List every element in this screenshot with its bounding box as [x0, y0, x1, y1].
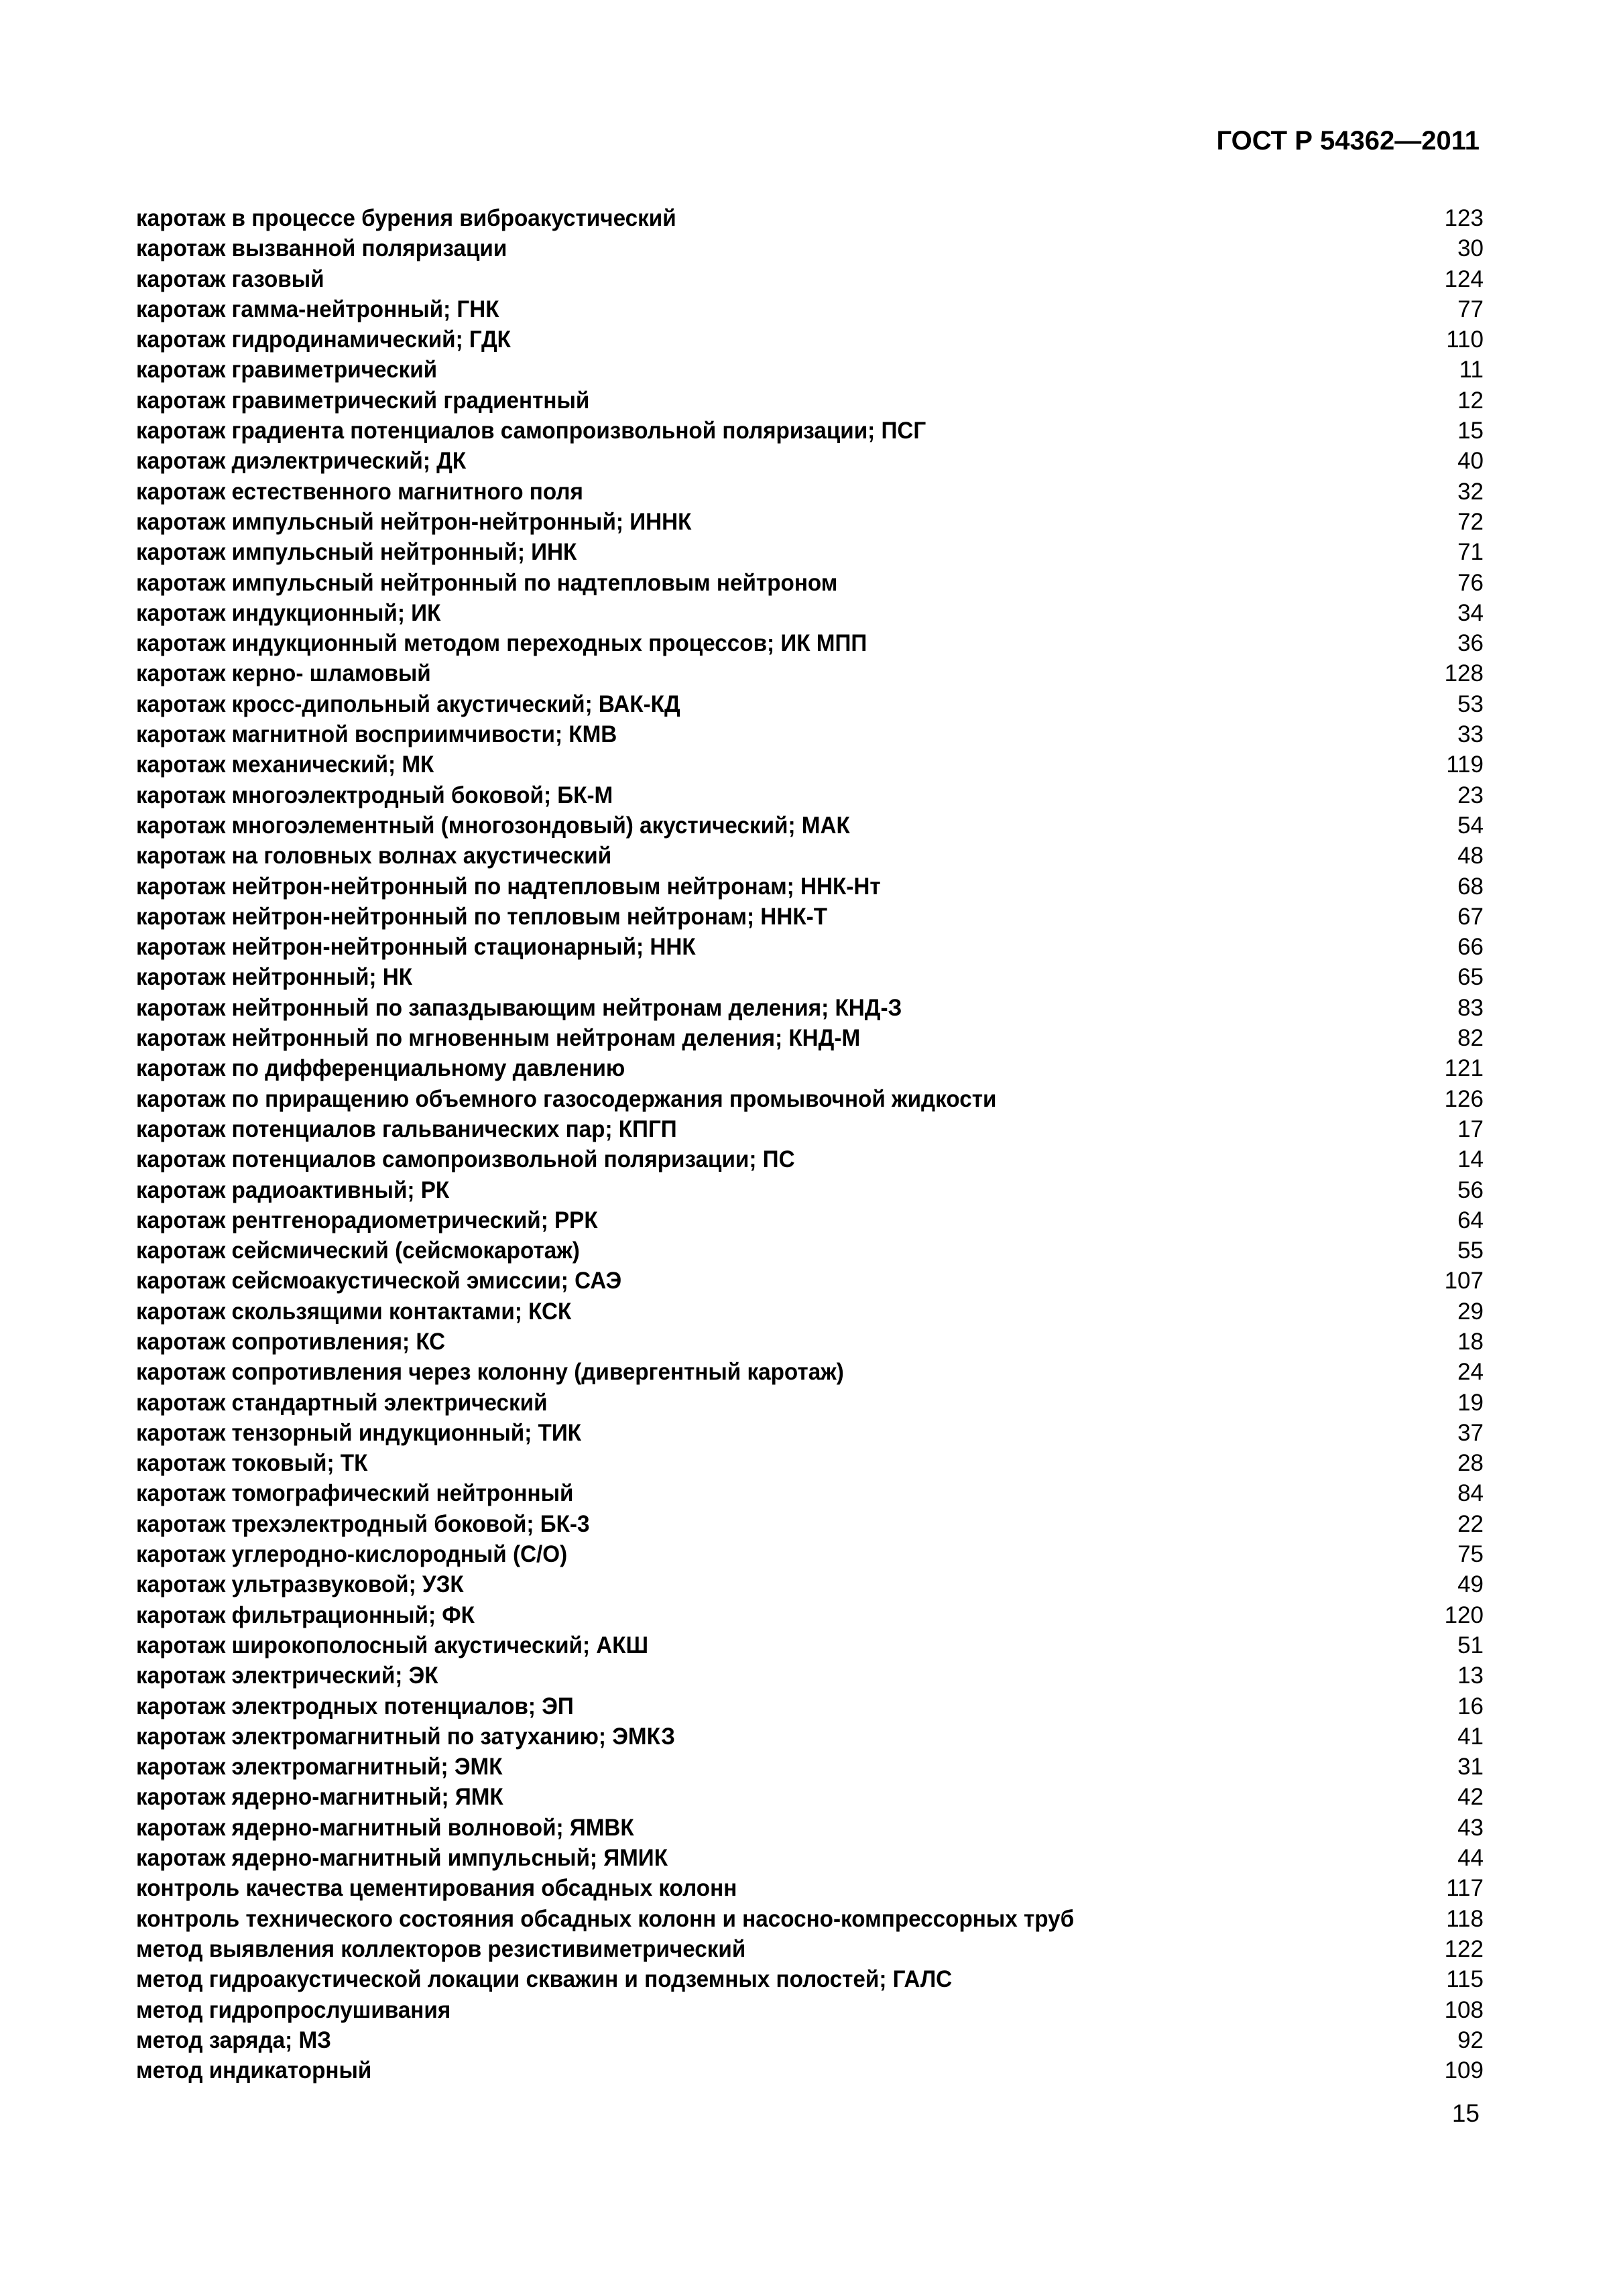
- index-entry: [136, 355, 1484, 385]
- index-term: каротаж потенциалов гальванических пар; КПГП: [136, 1115, 677, 1142]
- index-term-number: 123: [1444, 205, 1484, 231]
- index-entry: [136, 719, 1484, 749]
- index-entry: [136, 932, 1484, 962]
- index-term-number: 43: [1457, 1814, 1484, 1841]
- index-term: каротаж углеродно-кислородный (С/О): [136, 1541, 568, 1568]
- index-term: каротаж нейтрон-нейтронный стационарный; ННК: [136, 934, 696, 961]
- index-entry: [136, 233, 1484, 263]
- index-term: каротаж импульсный нейтронный по надтепловым нейтроном: [136, 569, 838, 596]
- index-entry: [136, 1995, 1484, 2025]
- index-term-number: 16: [1457, 1693, 1484, 1719]
- index-entry: [136, 780, 1484, 810]
- index-term: каротаж токовый; ТК: [136, 1450, 368, 1477]
- index-entry: [136, 841, 1484, 871]
- index-term-number: 53: [1457, 690, 1484, 717]
- index-term: каротаж электродных потенциалов; ЭП: [136, 1693, 574, 1719]
- index-term-number: 24: [1457, 1359, 1484, 1386]
- index-term-number: 31: [1457, 1754, 1484, 1780]
- index-term-number: 71: [1457, 539, 1484, 566]
- index-term: каротаж ультразвуковой; УЗК: [136, 1571, 464, 1598]
- index-term-number: 68: [1457, 873, 1484, 900]
- index-term-number: 33: [1457, 721, 1484, 748]
- index-entry: [136, 598, 1484, 628]
- index-term: каротаж ядерно-магнитный волновой; ЯМВК: [136, 1814, 634, 1841]
- index-term: каротаж газовый: [136, 265, 324, 292]
- index-entry: [136, 1752, 1484, 1782]
- index-term-number: 14: [1457, 1146, 1484, 1173]
- index-entry: [136, 658, 1484, 688]
- index-term: каротаж магнитной восприимчивости; КМВ: [136, 721, 617, 748]
- index-entry: [136, 203, 1484, 233]
- index-entry: [136, 1691, 1484, 1721]
- index-term-number: 108: [1444, 1996, 1484, 2023]
- index-term-number: 18: [1457, 1328, 1484, 1355]
- index-term-number: 75: [1457, 1541, 1484, 1568]
- index-term: метод выявления коллекторов резистивиметрический: [136, 1935, 746, 1962]
- index-term-number: 49: [1457, 1571, 1484, 1598]
- index-entry: [136, 264, 1484, 294]
- index-term: каротаж нейтрон-нейтронный по надтепловым нейтронам; ННК-Нт: [136, 873, 881, 900]
- index-term: каротаж радиоактивный; РК: [136, 1176, 450, 1203]
- index-term-number: 36: [1457, 630, 1484, 657]
- index-term-number: 55: [1457, 1237, 1484, 1264]
- index-term-number: 28: [1457, 1450, 1484, 1477]
- index-entry: [136, 385, 1484, 416]
- index-term-number: 13: [1457, 1663, 1484, 1689]
- index-term-number: 118: [1446, 1905, 1484, 1932]
- index-term-number: 40: [1457, 448, 1484, 475]
- index-term: каротаж тензорный индукционный; ТИК: [136, 1419, 582, 1446]
- index-term-number: 115: [1446, 1966, 1484, 1993]
- index-term-number: 122: [1444, 1935, 1484, 1962]
- index-term: каротаж импульсный нейтронный; ИНК: [136, 539, 577, 566]
- index-entry: [136, 294, 1484, 324]
- index-entry: [136, 1448, 1484, 1478]
- index-entry: [136, 1843, 1484, 1873]
- index-term: метод заряда; МЗ: [136, 2027, 332, 2053]
- index-term: каротаж кросс-дипольный акустический; ВАК-КД: [136, 690, 680, 717]
- index-entry: [136, 1235, 1484, 1266]
- index-term-number: 42: [1457, 1784, 1484, 1811]
- index-term-number: 15: [1457, 418, 1484, 444]
- index-entry: [136, 1813, 1484, 1843]
- index-entry: [136, 993, 1484, 1023]
- index-entry: [136, 1023, 1484, 1053]
- index-term: каротаж импульсный нейтрон-нейтронный; ИННК: [136, 508, 692, 535]
- index-entry: [136, 749, 1484, 780]
- index-term-number: 64: [1457, 1207, 1484, 1233]
- index-term-number: 65: [1457, 964, 1484, 991]
- index-entry: [136, 1721, 1484, 1752]
- index-term: каротаж диэлектрический; ДК: [136, 448, 467, 475]
- index-term: каротаж вызванной поляризации: [136, 235, 507, 262]
- index-term: каротаж нейтрон-нейтронный по тепловым нейтронам; ННК-Т: [136, 903, 828, 930]
- index-term: каротаж скользящими контактами; КСК: [136, 1298, 572, 1325]
- page-number: 15: [1451, 2100, 1480, 2127]
- index-term-number: 121: [1444, 1055, 1484, 1082]
- index-entry: [136, 1084, 1484, 1114]
- index-term-number: 12: [1457, 387, 1484, 414]
- index-entry: [136, 1418, 1484, 1448]
- index-entry: [136, 962, 1484, 992]
- document-code: ГОСТ Р 54362—2011: [1216, 126, 1480, 156]
- index-term-number: 67: [1457, 903, 1484, 930]
- index-term-number: 128: [1444, 660, 1484, 687]
- index-term-number: 41: [1457, 1723, 1484, 1750]
- index-entry: [136, 324, 1484, 355]
- index-entry: [136, 689, 1484, 719]
- index-entry: [136, 1478, 1484, 1508]
- index-entry: [136, 1904, 1484, 1934]
- index-term: каротаж ядерно-магнитный; ЯМК: [136, 1784, 503, 1811]
- index-term-number: 92: [1457, 2027, 1484, 2053]
- index-term-number: 84: [1457, 1480, 1484, 1507]
- index-term-number: 48: [1457, 843, 1484, 869]
- index-term: каротаж в процессе бурения виброакустический: [136, 205, 676, 231]
- index-entry: [136, 507, 1484, 537]
- index-entry: [136, 1327, 1484, 1357]
- index-term: каротаж электромагнитный по затуханию; ЭМКЗ: [136, 1723, 675, 1750]
- index-term-number: 32: [1457, 478, 1484, 505]
- index-term: каротаж по приращению объемного газосодержания промывочной жидкости: [136, 1085, 997, 1112]
- index-term: каротаж индукционный методом переходных процессов; ИК МПП: [136, 630, 867, 657]
- index-term: каротаж сейсмический (сейсмокаротаж): [136, 1237, 580, 1264]
- index-entry: [136, 537, 1484, 567]
- index-term: каротаж гамма-нейтронный; ГНК: [136, 296, 499, 322]
- index-entry: [136, 902, 1484, 932]
- index-term: каротаж механический; МК: [136, 751, 434, 778]
- index-term-number: 72: [1457, 508, 1484, 535]
- index-term: каротаж стандартный электрический: [136, 1389, 548, 1416]
- index-entry: [136, 1205, 1484, 1235]
- index-entry: [136, 1964, 1484, 1994]
- index-term: каротаж рентгенорадиометрический; РРК: [136, 1207, 598, 1233]
- index-entry: [136, 1053, 1484, 1083]
- index-term-number: 37: [1457, 1419, 1484, 1446]
- index-term-number: 120: [1444, 1602, 1484, 1628]
- index-term: каротаж гравиметрический: [136, 357, 438, 383]
- index-term: метод гидроакустической локации скважин и подземных полостей; ГАЛС: [136, 1966, 953, 1993]
- index-term-number: 83: [1457, 994, 1484, 1021]
- index-term-number: 107: [1444, 1268, 1484, 1294]
- index-term: контроль качества цементирования обсадных колонн: [136, 1875, 737, 1902]
- index-term: каротаж многоэлектродный боковой; БК-М: [136, 782, 613, 808]
- index-term: каротаж нейтронный по мгновенным нейтронам деления; КНД-М: [136, 1025, 861, 1052]
- index-term: каротаж сейсмоакустической эмиссии; САЭ: [136, 1268, 622, 1294]
- index-term-number: 76: [1457, 569, 1484, 596]
- index-entry: [136, 1782, 1484, 1812]
- index-entry: [136, 628, 1484, 658]
- index-entry: [136, 1660, 1484, 1691]
- index-term: каротаж нейтронный по запаздывающим нейтронам деления; КНД-З: [136, 994, 902, 1021]
- index-term-number: 117: [1446, 1875, 1484, 1902]
- index-entry: [136, 1630, 1484, 1660]
- index-term: каротаж томографический нейтронный: [136, 1480, 574, 1507]
- index-term: каротаж фильтрационный; ФК: [136, 1602, 475, 1628]
- index-term: каротаж многоэлементный (многозондовый) акустический; МАК: [136, 812, 850, 839]
- index-term: каротаж естественного магнитного поля: [136, 478, 583, 505]
- index-term: каротаж гидродинамический; ГДК: [136, 326, 511, 353]
- index-entry: [136, 1600, 1484, 1630]
- index-term-number: 77: [1457, 296, 1484, 322]
- index-term-number: 109: [1444, 2057, 1484, 2084]
- index-term: каротаж сопротивления через колонну (дивергентный каротаж): [136, 1359, 844, 1386]
- index-entry: [136, 810, 1484, 841]
- index-entry: [136, 1266, 1484, 1296]
- index-term-number: 119: [1446, 751, 1484, 778]
- index-term-number: 29: [1457, 1298, 1484, 1325]
- index-term: каротаж ядерно-магнитный импульсный; ЯМИК: [136, 1845, 668, 1872]
- index-entry: [136, 477, 1484, 507]
- index-term: каротаж широкополосный акустический; АКШ: [136, 1632, 648, 1658]
- index-term-number: 34: [1457, 599, 1484, 626]
- index-entry: [136, 1114, 1484, 1144]
- index-entry: [136, 1934, 1484, 1964]
- index-term: каротаж нейтронный; НК: [136, 964, 413, 991]
- index-term-number: 51: [1457, 1632, 1484, 1658]
- index-term-number: 124: [1444, 265, 1484, 292]
- index-term: каротаж на головных волнах акустический: [136, 843, 612, 869]
- index-entry: [136, 1388, 1484, 1418]
- index-term: каротаж градиента потенциалов самопроизвольной поляризации; ПСГ: [136, 418, 926, 444]
- index-entry: [136, 1144, 1484, 1174]
- index-term: каротаж электрический; ЭК: [136, 1663, 438, 1689]
- index-term-number: 56: [1457, 1176, 1484, 1203]
- index-entry: [136, 1509, 1484, 1539]
- index-entry: [136, 1539, 1484, 1569]
- index-term: каротаж керно- шламовый: [136, 660, 431, 687]
- index-term-number: 110: [1446, 326, 1484, 353]
- index-term-number: 17: [1457, 1115, 1484, 1142]
- index-term-number: 23: [1457, 782, 1484, 808]
- index-entry: [136, 1296, 1484, 1327]
- index-term-number: 11: [1459, 357, 1484, 383]
- index-entry: [136, 1873, 1484, 1903]
- index-term: каротаж сопротивления; КС: [136, 1328, 446, 1355]
- index-term: контроль технического состояния обсадных колонн и насосно-компрессорных труб: [136, 1905, 1075, 1932]
- term-index-list: [136, 203, 1484, 2086]
- index-term: каротаж по дифференциальному давлению: [136, 1055, 625, 1082]
- index-term-number: 66: [1457, 934, 1484, 961]
- index-term-number: 82: [1457, 1025, 1484, 1052]
- index-term: метод гидропрослушивания: [136, 1996, 451, 2023]
- index-term-number: 19: [1457, 1389, 1484, 1416]
- index-term: каротаж гравиметрический градиентный: [136, 387, 590, 414]
- index-entry: [136, 416, 1484, 446]
- index-entry: [136, 446, 1484, 476]
- index-entry: [136, 1357, 1484, 1387]
- index-term: каротаж трехэлектродный боковой; БК-3: [136, 1510, 590, 1537]
- index-entry: [136, 2055, 1484, 2086]
- index-entry: [136, 568, 1484, 598]
- index-term: каротаж электромагнитный; ЭМК: [136, 1754, 503, 1780]
- index-term-number: 54: [1457, 812, 1484, 839]
- index-term-number: 30: [1457, 235, 1484, 262]
- index-term: каротаж индукционный; ИК: [136, 599, 441, 626]
- index-entry: [136, 871, 1484, 902]
- index-term-number: 22: [1457, 1510, 1484, 1537]
- index-term: каротаж потенциалов самопроизвольной поляризации; ПС: [136, 1146, 795, 1173]
- index-entry: [136, 2025, 1484, 2055]
- index-entry: [136, 1569, 1484, 1599]
- index-term-number: 44: [1457, 1845, 1484, 1872]
- index-entry: [136, 1175, 1484, 1205]
- index-term: метод индикаторный: [136, 2057, 372, 2084]
- index-term-number: 126: [1444, 1085, 1484, 1112]
